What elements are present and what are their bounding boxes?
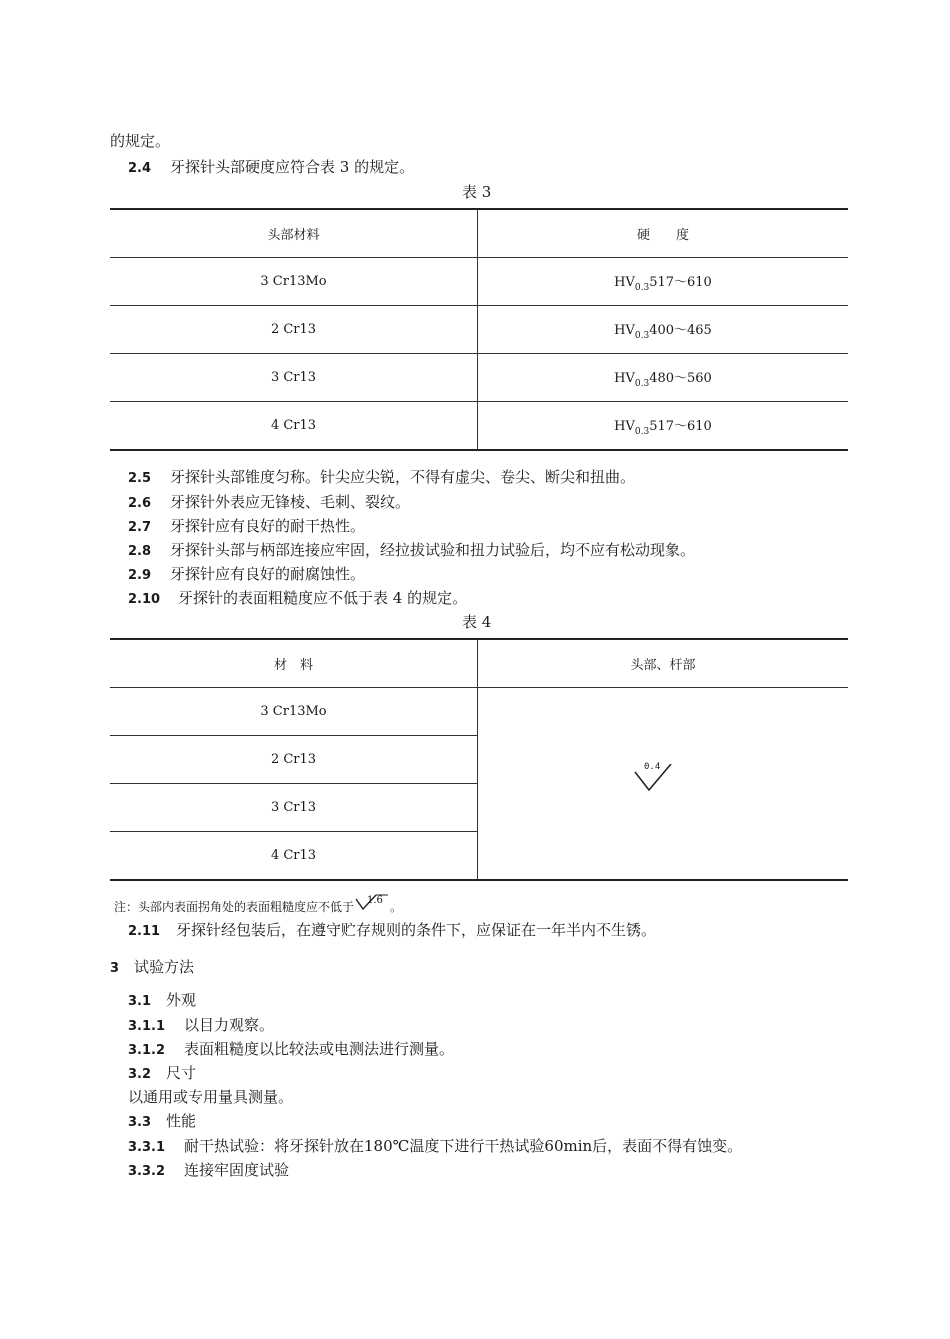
clause-2-7	[128, 516, 365, 538]
table4	[110, 638, 848, 881]
section-number: 3	[110, 961, 120, 976]
hardness-cell	[478, 306, 849, 354]
clause-3-3-2	[128, 1160, 289, 1182]
clause-3-3	[128, 1111, 196, 1133]
clause-number: 2.6	[128, 496, 152, 511]
hv-label: HV	[614, 322, 635, 338]
clause-number: 3.1.2	[128, 1043, 166, 1058]
clause-text: 牙探针应有良好的耐干热性。	[170, 517, 366, 535]
note-end: 。	[390, 900, 403, 914]
hv-label: HV	[614, 370, 635, 386]
hv-range: 517～610	[649, 274, 712, 290]
table-header-row	[110, 209, 848, 258]
clause-3-2	[128, 1063, 196, 1085]
header-material: 头部材料	[110, 209, 478, 258]
material-cell: 3 Cr13	[110, 784, 478, 832]
clause-number: 3.3.1	[128, 1140, 166, 1155]
header-head-shaft: 头部、杆部	[478, 639, 849, 688]
header-material: 材 料	[110, 639, 478, 688]
clause-number: 2.4	[128, 161, 152, 176]
clause-number: 3.3	[128, 1115, 152, 1130]
roughness-check-icon	[633, 761, 693, 804]
table-row	[110, 402, 848, 451]
section-3-heading	[110, 957, 194, 979]
clause-number: 2.8	[128, 544, 152, 559]
table-row	[110, 258, 848, 306]
clause-number: 2.9	[128, 568, 152, 583]
table4-note	[114, 893, 402, 916]
clause-text: 牙探针经包装后，在遵守贮存规则的条件下，应保证在一年半内不生锈。	[176, 921, 657, 939]
clause-3-1-2	[128, 1039, 454, 1061]
hv-label: HV	[614, 274, 635, 290]
section-title: 试验方法	[134, 958, 195, 976]
clause-text: 性能	[166, 1112, 197, 1130]
material-cell: 4 Cr13	[110, 832, 478, 881]
table-row	[110, 354, 848, 402]
clause-number: 2.11	[128, 924, 161, 939]
note-text: 注：头部内表面拐角处的表面粗糙度应不低于	[114, 900, 355, 914]
clause-number: 2.7	[128, 520, 152, 535]
clause-text: 牙探针的表面粗糙度应不低于表 4 的规定。	[178, 589, 468, 607]
material-cell: 2 Cr13	[110, 306, 478, 354]
intro-line: 的规定。	[110, 132, 171, 150]
material-cell: 3 Cr13Mo	[110, 688, 478, 736]
clause-2-4	[128, 157, 414, 179]
table3	[110, 208, 848, 451]
hv-subscript: 0.3	[634, 330, 650, 341]
note-roughness-value: 1.6	[367, 895, 383, 906]
clause-number: 3.2	[128, 1067, 152, 1082]
clause-number: 3.1.1	[128, 1019, 166, 1034]
clause-2-10	[128, 588, 467, 610]
clause-text: 牙探针外表应无锋棱、毛刺、裂纹。	[170, 493, 411, 511]
roughness-value: 0.4	[644, 761, 661, 772]
hv-label: HV	[614, 418, 635, 434]
clause-3-1-1	[128, 1015, 274, 1037]
note-roughness-symbol	[354, 893, 390, 911]
clause-text: 牙探针头部与柄部连接应牢固，经拉拔试验和扭力试验后，均不应有松动现象。	[170, 541, 696, 559]
clause-3-1	[128, 990, 196, 1012]
table4-caption: 表 4	[462, 613, 492, 631]
hv-subscript: 0.3	[634, 426, 650, 437]
clause-2-9	[128, 564, 365, 586]
clause-2-5	[128, 467, 635, 489]
clause-number: 2.10	[128, 592, 161, 607]
material-cell: 3 Cr13Mo	[110, 258, 478, 306]
clause-3-3-1	[128, 1136, 742, 1158]
hardness-cell	[478, 354, 849, 402]
table-header-row	[110, 639, 848, 688]
clause-text: 连接牢固度试验	[184, 1161, 290, 1179]
hv-subscript: 0.3	[634, 282, 650, 293]
clause-2-11	[128, 920, 656, 942]
material-cell: 2 Cr13	[110, 736, 478, 784]
clause-text: 以目力观察。	[184, 1016, 275, 1034]
clause-3-2-body: 以通用或专用量具测量。	[128, 1088, 294, 1106]
hv-range: 517～610	[649, 418, 712, 434]
material-cell: 3 Cr13	[110, 354, 478, 402]
clause-text: 表面粗糙度以比较法或电测法进行测量。	[184, 1040, 455, 1058]
clause-number: 3.3.2	[128, 1164, 166, 1179]
table-row	[110, 306, 848, 354]
table3-caption: 表 3	[462, 183, 492, 201]
hv-range: 400～465	[649, 322, 712, 338]
material-cell: 4 Cr13	[110, 402, 478, 451]
hardness-cell	[478, 258, 849, 306]
clause-2-6	[128, 492, 410, 514]
clause-text: 牙探针头部硬度应符合表 3 的规定。	[170, 158, 415, 176]
hardness-cell	[478, 402, 849, 451]
table-row	[110, 688, 848, 736]
clause-text: 外观	[166, 991, 197, 1009]
clause-text: 牙探针头部锥度匀称。针尖应尖锐，不得有虚尖、卷尖、断尖和扭曲。	[170, 468, 636, 486]
clause-number: 2.5	[128, 471, 152, 486]
header-hardness: 硬 度	[478, 209, 849, 258]
clause-text: 耐干热试验：将牙探针放在180℃温度下进行干热试验60min后，表面不得有蚀变。	[184, 1137, 743, 1155]
clause-2-8	[128, 540, 695, 562]
hv-subscript: 0.3	[634, 378, 650, 389]
roughness-cell	[478, 688, 849, 881]
clause-text: 牙探针应有良好的耐腐蚀性。	[170, 565, 366, 583]
clause-number: 3.1	[128, 994, 152, 1009]
roughness-symbol	[633, 761, 693, 804]
hv-range: 480～560	[649, 370, 712, 386]
clause-text: 尺寸	[166, 1064, 197, 1082]
